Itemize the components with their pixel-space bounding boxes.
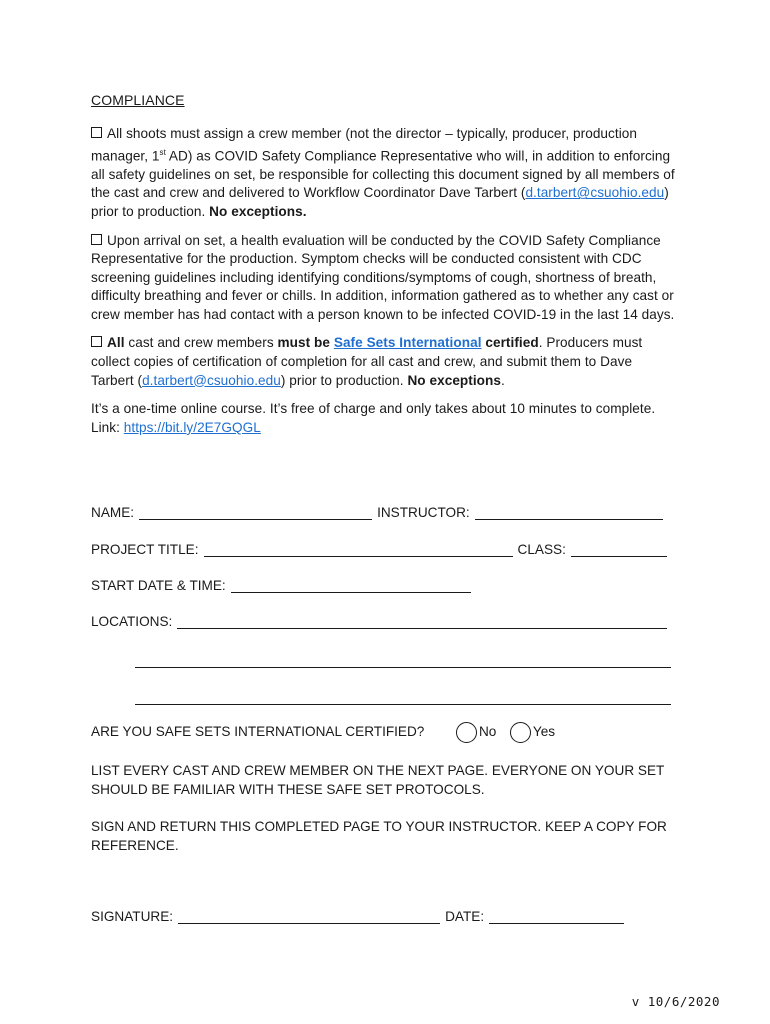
course-link[interactable]: https://bit.ly/2E7GQGL [123, 419, 261, 435]
compliance-section [91, 92, 676, 447]
name-field[interactable] [139, 505, 372, 520]
safe-sets-link[interactable]: Safe Sets International [333, 335, 482, 351]
date-field[interactable] [489, 909, 624, 924]
requirement-health-check: Upon arrival on set, a health evaluation will be conducted by the COVID Safety Compliance Representative for the production. Symptom checks will be conducted consistent with CDC screening guidelines including identifying conditions/symptoms of cough, shortness of breath, difficulty breathing and fever or chills. In addition, information gathered as to whether any cast or crew member has had contact with a person known to be infected COVID-19 in the last 14 days. [91, 232, 675, 322]
email-link[interactable]: d.tarbert@csuohio.edu [142, 372, 281, 388]
locations-row-2 [135, 653, 671, 668]
instruction-list: LIST EVERY CAST AND CREW MEMBER ON THE NEXT PAGE. EVERYONE ON YOUR SET SHOULD BE FAMILIAR WITH THESE SAFE SET PROTOCOLS. [91, 763, 665, 797]
course-info: It’s a one-time online course. It’s free of charge and only takes about 10 minutes to complete. Link: https://bit.ly/2E7GQGL [91, 401, 656, 435]
signature-row [91, 909, 629, 924]
locations-label: LOCATIONS: [91, 614, 173, 629]
requirement-crew-rep: All shoots must assign a crew member (not the director – typically, producer, production manager, 1st AD) as COVID Safety Compliance Representative who will, in addition to enforcing all safety guidelines on set, be responsible for collecting this document signed by all members of the cast and crew and delivered to Workflow Coordinator Dave Tarbert (d.tarbert@csuohio.edu) prior to production. No exceptions. [91, 126, 675, 219]
project-title-label: PROJECT TITLE: [91, 542, 199, 557]
locations-field[interactable] [177, 614, 667, 629]
start-row [91, 578, 476, 593]
signature-label: SIGNATURE: [91, 909, 174, 924]
no-label: No [478, 724, 497, 740]
checkbox-icon[interactable] [91, 336, 102, 347]
version-label: v 10/6/2020 [631, 994, 720, 1009]
section-heading: COMPLIANCE [91, 92, 185, 108]
start-date-label: START DATE & TIME: [91, 578, 226, 593]
class-field[interactable] [571, 542, 667, 557]
signature-field[interactable] [178, 909, 440, 924]
certified-row [91, 722, 555, 743]
date-label: DATE: [445, 909, 485, 924]
instruction-sign: SIGN AND RETURN THIS COMPLETED PAGE TO YOUR INSTRUCTOR. KEEP A COPY FOR REFERENCE. [91, 819, 667, 853]
checkbox-icon[interactable] [91, 234, 102, 245]
project-row [91, 542, 672, 557]
instructor-label: INSTRUCTOR: [377, 505, 470, 520]
class-label: CLASS: [517, 542, 566, 557]
locations-field-3[interactable] [135, 690, 671, 705]
yes-radio[interactable] [510, 722, 531, 743]
name-label: NAME: [91, 505, 135, 520]
certified-question: ARE YOU SAFE SETS INTERNATIONAL CERTIFIED? [91, 724, 425, 740]
locations-row [91, 614, 672, 629]
instructor-field[interactable] [475, 505, 663, 520]
yes-label: Yes [532, 724, 556, 740]
checkbox-icon[interactable] [91, 127, 102, 138]
project-title-field[interactable] [204, 542, 513, 557]
requirement-certification: All cast and crew members must be Safe Sets International certified. Producers must collect copies of certification of completion for all cast and crew, and submit them to Dave Tarbert (d.tarbert@csuohio.edu) prior to production. No exceptions. [91, 335, 643, 388]
name-row [91, 505, 668, 520]
start-date-field[interactable] [231, 578, 471, 593]
locations-field-2[interactable] [135, 653, 671, 668]
email-link[interactable]: d.tarbert@csuohio.edu [525, 185, 665, 201]
no-radio[interactable] [456, 722, 477, 743]
locations-row-3 [135, 690, 671, 705]
